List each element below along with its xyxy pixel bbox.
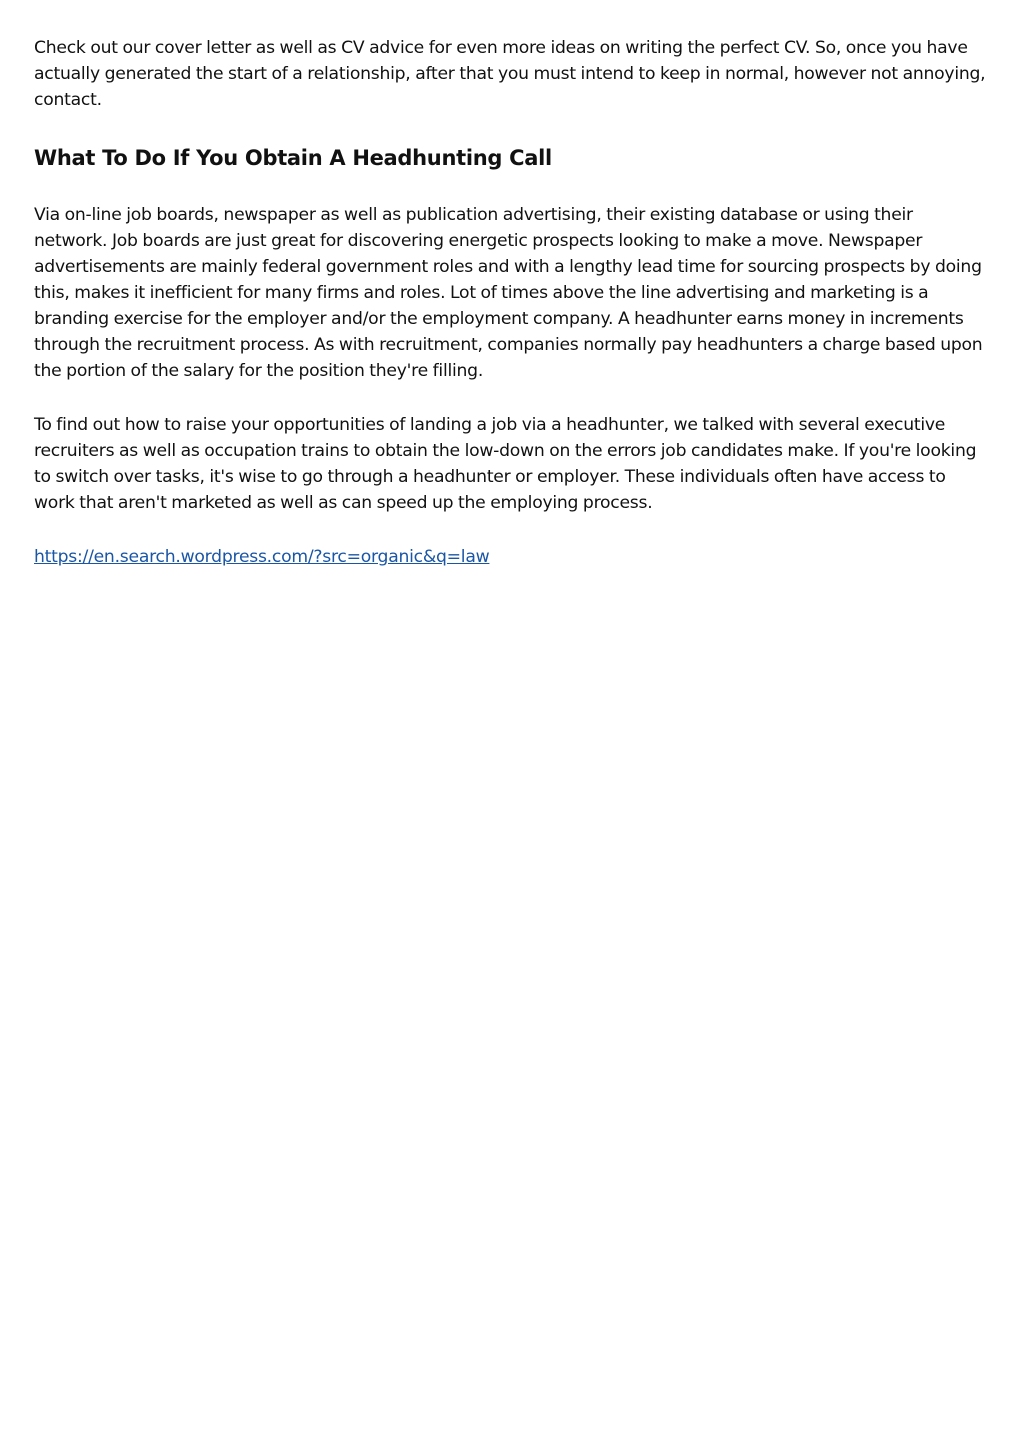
- document-page: [34, 35, 990, 570]
- intro-paragraph: Check out our cover letter as well as CV advice for even more ideas on writing the perfect CV. So, once you have actually generated the start of a relationship, after that you must intend to keep in normal, however not annoying, contact.: [34, 38, 986, 110]
- body-paragraph-recruitment: Via on-line job boards, newspaper as well as publication advertising, their existing database or using their network. Job boards are just great for discovering energetic prospects looking to make a move. Newspaper advertisements are mainly federal government roles and with a lengthy lead time for sourcing prospects by doing this, makes it inefficient for many firms and roles. Lot of times above the line advertising and marketing is a branding exercise for the employer and/or the employment company. A headhunter earns money in increments through the recruitment process. As with recruitment, companies normally pay headhunters a charge based upon the portion of the salary for the position they're filling.: [34, 205, 983, 381]
- link-container: [34, 544, 990, 570]
- section-heading: What To Do If You Obtain A Headhunting Call: [34, 146, 552, 170]
- wordpress-search-link[interactable]: https://en.search.wordpress.com/?src=organic&q=law: [34, 547, 490, 567]
- body-paragraph-headhunter: To find out how to raise your opportunities of landing a job via a headhunter, we talked with several executive recruiters as well as occupation trains to obtain the low-down on the errors job candidates make. If you're looking to switch over tasks, it's wise to go through a headhunter or employer. These individuals often have access to work that aren't marketed as well as can speed up the employing process.: [34, 415, 977, 513]
